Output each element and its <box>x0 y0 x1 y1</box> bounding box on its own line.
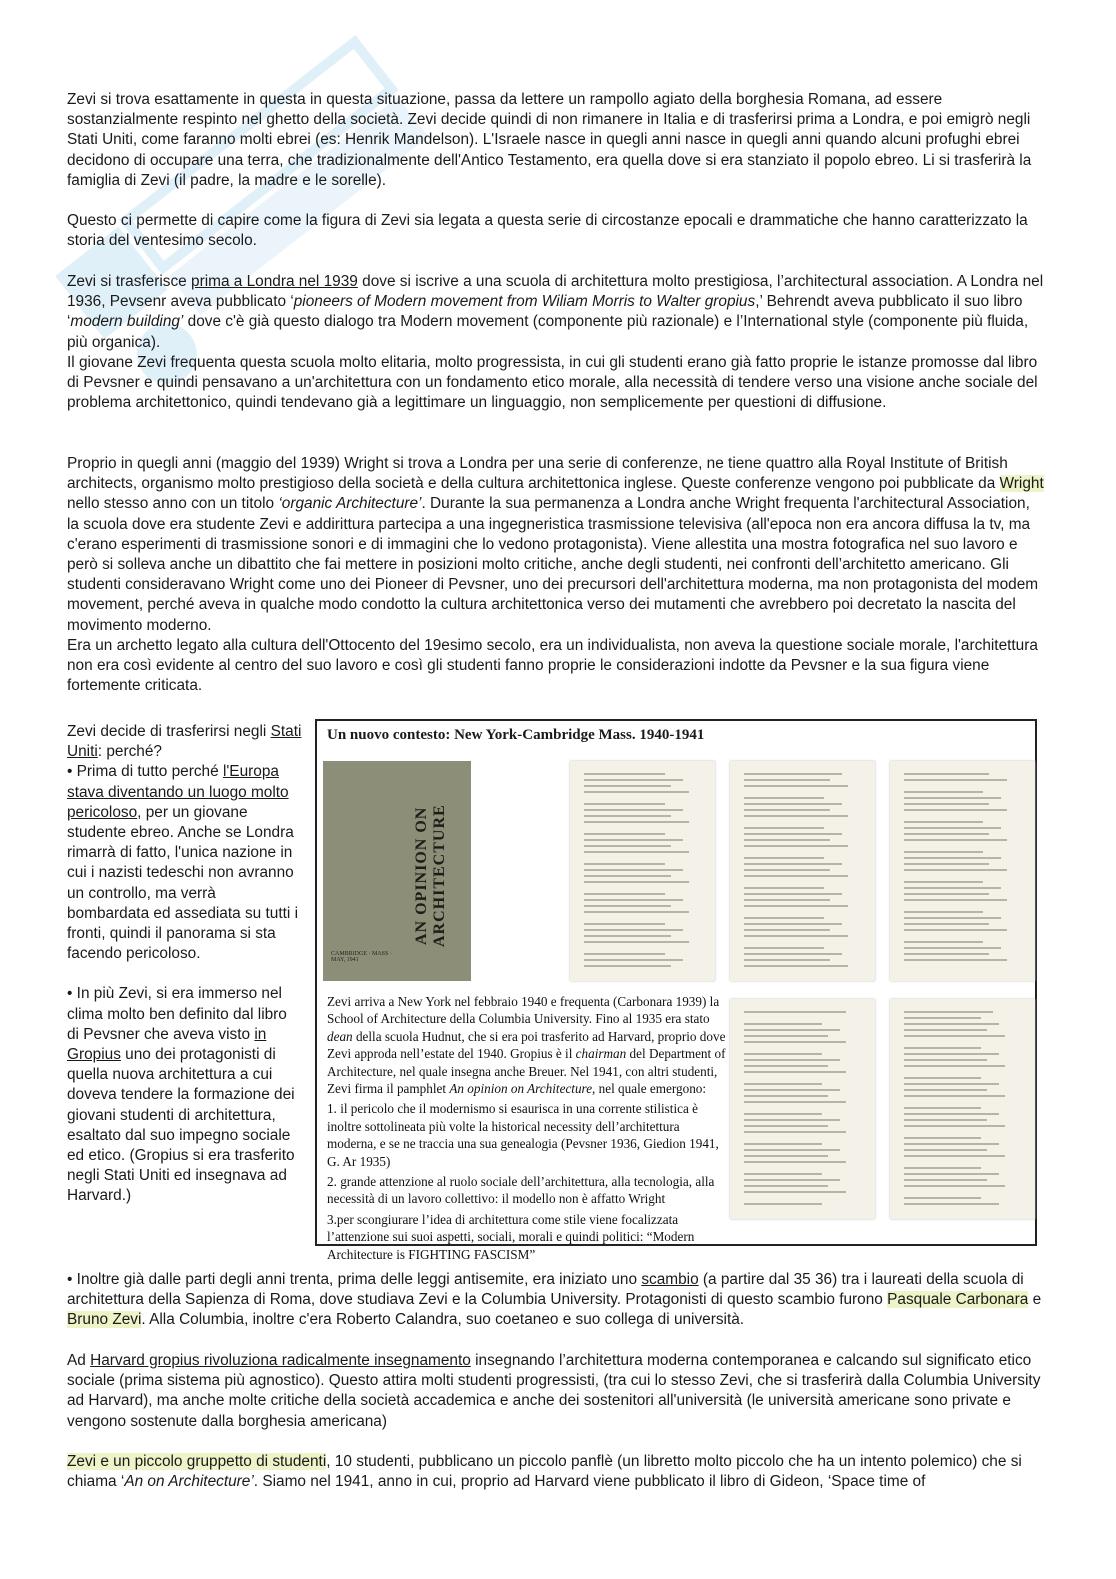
thumbnail-text-line <box>904 803 989 805</box>
thumbnail-text-line <box>584 923 665 925</box>
thumbnail-text-line <box>744 1029 840 1031</box>
book-cover-title: AN OPINION ON ARCHITECTURE <box>413 804 448 948</box>
text-fragment: insegnando l’architettura moderna contemporanea e calcando sul significato etico sociale (prima sistema più agnostico). Questo attira molti studenti progressisti, (tra cui lo stesso Zevi, che si trasferirà dalla Columbia University ad Harvard), ma anche molte critiche della società accademica e anche dei sostenitori all'università (le università americane sono private e vengono sostenute dalla borghesia americana) <box>67 1352 1041 1430</box>
thumbnail-text-line <box>904 1095 1005 1097</box>
left-column-reasons <box>67 722 302 1207</box>
thumbnail-text-line <box>744 1041 846 1043</box>
thumbnail-text-line <box>904 779 1007 781</box>
thumbnail-text-line <box>904 959 1007 961</box>
text-fragment: Ad <box>67 1352 91 1369</box>
thumbnail-text-line <box>584 941 689 943</box>
thumbnail-text-line <box>744 1179 840 1181</box>
thumbnail-text-line <box>904 929 1007 931</box>
thumbnail-text-line <box>904 911 983 913</box>
thumbnail-text-line <box>584 899 683 901</box>
thumbnail-text-line <box>744 779 830 781</box>
thumbnail-text-line <box>584 851 689 853</box>
slide-text-point-2: 2. grande attenzione al ruolo sociale dell’architettura, alla tecnologia, alla necessità di un lavoro collettivo: il modello non è affatto Wright <box>327 1174 715 1207</box>
text-fragment: , 10 studenti, pubblicano un piccolo panflè (un libretto molto piccolo che ha un intento polemico) che si chiama ‘ <box>67 1453 1022 1491</box>
thumbnail-text-line <box>744 965 848 967</box>
thumbnail-text-line <box>744 1035 828 1037</box>
thumbnail-text-line <box>904 1047 981 1049</box>
thumbnail-text-line <box>744 1071 846 1073</box>
thumbnail-text-line <box>744 869 830 871</box>
text-fragment: della scuola Hudnut, che si era poi trasferito ad Harvard, proprio dove Zevi approda nell’estate del 1940. Gropius è il <box>327 1028 726 1062</box>
thumbnail-text-line <box>904 1125 1005 1127</box>
thumbnail-text-line <box>744 803 842 805</box>
thumbnail-text-line <box>904 1029 987 1031</box>
thumbnail-text-line <box>904 863 989 865</box>
thumbnail-text-line <box>744 1143 822 1145</box>
text-fragment: . Siamo nel 1941, anno in cui, proprio ad Harvard viene pubblicato il libro di Gideon, ‘Space time of <box>253 1473 926 1491</box>
thumbnail-text-line <box>904 1089 987 1091</box>
thumbnail-text-line <box>584 791 689 793</box>
page-thumbnail <box>730 999 875 1219</box>
thumbnail-text-line <box>904 1203 999 1205</box>
book-title-organic-architecture: ‘organic Architecture’ <box>278 495 422 513</box>
thumbnail-text-line <box>584 809 683 811</box>
thumbnail-text-line <box>904 791 983 793</box>
thumbnail-text-line <box>904 923 989 925</box>
thumbnail-text-line <box>904 1137 981 1139</box>
thumbnail-text-line <box>744 1185 828 1187</box>
link-scambio[interactable]: scambio <box>641 1271 699 1288</box>
thumbnail-text-line <box>904 773 989 775</box>
thumbnail-text-line <box>744 1059 840 1061</box>
thumbnail-text-line <box>744 929 830 931</box>
thumbnail-text-line <box>584 965 671 967</box>
thumbnail-text-line <box>744 1095 828 1097</box>
text-fragment: dove c'è già questo dialogo tra Modern movement (componente più razionale) e l’International style (componente più fluida, più organica). <box>67 313 1029 351</box>
thumbnail-text-line <box>904 887 1001 889</box>
thumbnail-text-line <box>744 827 824 829</box>
thumbnail-text-line <box>744 1119 840 1121</box>
thumbnail-text-line <box>744 1161 846 1163</box>
thumbnail-text-line <box>744 1011 846 1013</box>
thumbnail-text-line <box>904 1011 993 1013</box>
thumbnail-text-line <box>904 1155 1005 1157</box>
thumbnail-text-line <box>744 1191 846 1193</box>
thumbnail-text-line <box>904 1149 987 1151</box>
book-cover-image <box>323 761 471 981</box>
thumbnail-text-line <box>904 839 1007 841</box>
thumbnail-text-line <box>584 893 665 895</box>
thumbnail-text-line <box>904 899 1007 901</box>
thumbnail-text-line <box>584 821 689 823</box>
slide-text-point-3: 3.per scongiurare l’idea di architettura come stile viene focalizzata l’attenzione sui suoi aspetti, sociali, morali e quindi politici: “Modern Architecture is FIGHTING FASCISM” <box>327 1211 695 1262</box>
thumbnail-text-line <box>744 917 824 919</box>
thumbnail-text-line <box>904 1083 999 1085</box>
thumbnail-text-line <box>904 1197 981 1199</box>
thumbnail-text-line <box>904 1017 981 1019</box>
paragraph-harvard <box>67 1351 1045 1432</box>
thumbnail-text-line <box>744 1113 822 1115</box>
text-fragment: , per un giovane studente ebreo. Anche se Londra rimarrà di fatto, l'unica nazione in cui i nazisti tedeschi non avranno un controllo, ma verrà bombardata ed assediata su tutti i fronti, quindi il panorama si sta facendo pericoloso. <box>67 803 299 963</box>
highlight-wright: Wright <box>999 475 1044 493</box>
thumbnail-text-line <box>744 1089 840 1091</box>
paragraph-scambio <box>67 1270 1045 1331</box>
thumbnail-text-line <box>584 863 665 865</box>
thumbnail-text-line <box>744 953 842 955</box>
link-europa-pericolosa[interactable]: l'Europa stava diventando un luogo molto pericoloso <box>67 763 289 821</box>
thumbnail-text-line <box>744 893 842 895</box>
slide-title: Un nuovo contesto: New York-Cambridge Mass. 1940-1941 <box>327 727 705 743</box>
text-fragment: Zevi si trasferisce <box>67 273 192 290</box>
thumbnail-text-line <box>584 785 671 787</box>
thumbnail-text-line <box>904 881 983 883</box>
left-col-reason-1 <box>67 762 302 964</box>
text-fragment: chairman <box>575 1046 627 1062</box>
thumbnail-text-line <box>584 815 671 817</box>
book-title-pevsner: pioneers of Modern movement from Wiliam Morris to Walter gropius <box>293 293 756 311</box>
thumbnail-text-line <box>904 809 1007 811</box>
thumbnail-text-line <box>744 1101 846 1103</box>
left-col-reason-2 <box>67 984 302 1206</box>
thumbnail-text-line <box>584 839 683 841</box>
thumbnail-text-line <box>744 1173 822 1175</box>
thumbnail-text-line <box>904 1143 999 1145</box>
text-fragment: , nel quale emergono: <box>592 1081 707 1097</box>
text-fragment: • Prima di tutto perché <box>67 763 223 781</box>
text-fragment: e <box>1028 1291 1042 1309</box>
page-thumbnail <box>570 761 715 981</box>
page-thumbnail <box>890 999 1035 1219</box>
thumbnail-text-line <box>904 1065 1005 1067</box>
text-fragment: Proprio in quegli anni (maggio del 1939) Wright si trova a Londra per una serie di conferenze, ne tiene quattro alla Royal Institute of British architects, organismo molto prestigioso della società e della cultura architettonica inglese. Queste conferenze vengono poi pubblicate da <box>67 455 1008 493</box>
book-title-pamphlet: An on Architecture’ <box>124 1473 254 1491</box>
thumbnail-text-line <box>744 875 848 877</box>
thumbnail-text-line <box>904 947 1001 949</box>
text-fragment: ,’ Behrendt aveva pubblicato il suo libro ‘ <box>67 293 1023 331</box>
thumbnail-text-line <box>744 833 842 835</box>
page-thumbnail <box>730 761 875 981</box>
thumbnail-text-line <box>904 821 983 823</box>
text-fragment: An opinion on Architecture <box>449 1081 593 1097</box>
thumbnail-text-line <box>904 869 1007 871</box>
thumbnail-text-line <box>584 953 665 955</box>
thumbnail-text-line <box>584 833 665 835</box>
thumbnail-text-line <box>904 953 989 955</box>
thumbnail-text-line <box>744 899 830 901</box>
thumbnail-text-line <box>904 797 1001 799</box>
thumbnail-text-line <box>744 887 824 889</box>
text-fragment: del Department of Architecture, nel quale insegna anche Breuer. Nel 1941, con altri studenti, Zevi firma il pamphlet <box>327 1046 726 1097</box>
thumbnail-text-line <box>744 1155 828 1157</box>
text-fragment: • In più Zevi, si era immerso nel clima molto ben definito dal libro di Pevsner che aveva visto <box>67 985 287 1043</box>
book-cover-footer: CAMBRIDGE · MASS · MAY, 1941 <box>331 951 392 963</box>
thumbnail-text-line <box>584 959 683 961</box>
thumbnail-text-line <box>904 1035 1005 1037</box>
thumbnail-text-line <box>584 803 665 805</box>
thumbnail-text-line <box>744 959 830 961</box>
text-fragment: Zevi arriva a New York nel febbraio 1940 e frequenta (Carbonara 1939) la School of Architecture della Columbia University. Fino al 1935 era stato <box>327 994 720 1027</box>
thumbnail-text-line <box>744 1203 822 1205</box>
thumbnail-text-line <box>744 1125 828 1127</box>
thumbnail-text-line <box>904 1185 1005 1187</box>
link-stati-uniti[interactable]: Stati Uniti <box>67 723 302 761</box>
paragraph-zevi-situation: Zevi si trova esattamente in questa in questa situazione, passa da lettere un rampollo agiato della borghesia Romana, ad essere sostanzialmente respinto nel ghetto della società. Zevi decide quindi di non rimanere in Italia e di trasferirsi prima a Londra, e poi emigrò negli Stati Uniti, come faranno molti ebrei (es: Henrik Mandelson). L'Israele nasce in quegli anni nasce in quegli anni quando alcuni profughi ebrei decidono di occupare una terra, che tradizionalmente dell'Antico Testamento, era quella dove si era stanziato il popolo ebreo. Li si trasferirà la famiglia di Zevi (il padre, la madre e le sorelle). <box>67 91 1032 189</box>
thumbnail-text-line <box>744 839 830 841</box>
thumbnail-text-line <box>744 905 848 907</box>
thumbnail-text-line <box>744 1149 840 1151</box>
highlight-carbonara: Pasquale Carbonara <box>887 1291 1029 1309</box>
highlight-bruno-zevi: Bruno Zevi <box>67 1311 142 1329</box>
thumbnail-text-line <box>904 1179 987 1181</box>
text-fragment: . Alla Columbia, inoltre c'era Roberto Calandra, suo coetaneo e suo collega di università. <box>141 1311 745 1329</box>
thumbnail-text-line <box>584 875 671 877</box>
thumbnail-text-line <box>904 893 989 895</box>
thumbnail-text-line <box>584 869 683 871</box>
thumbnail-text-line <box>584 911 689 913</box>
link-harvard-gropius[interactable]: Harvard gropius rivoluziona radicalmente insegnamento <box>90 1352 471 1369</box>
slide-text <box>327 993 729 1266</box>
thumbnail-text-line <box>904 1113 999 1115</box>
thumbnail-text-line <box>584 935 671 937</box>
thumbnail-text-line <box>744 935 848 937</box>
thumbnail-text-line <box>904 833 989 835</box>
thumbnail-text-line <box>744 845 848 847</box>
slide-figure <box>315 719 1037 1262</box>
text-fragment: (a partire dal 35 36) tra i laureati della scuola di architettura della Sapienza di Roma, dove studiava Zevi e la Columbia University. Protagonisti di questo scambio furono <box>67 1271 1024 1309</box>
link-in-gropius[interactable]: in Gropius <box>67 1025 267 1064</box>
thumbnail-text-line <box>584 881 689 883</box>
text-fragment: uno dei protagonisti di quella nuova architettura a cui doveva tendere la formazione dei giovani studenti di architettura, esaltato dal suo impegno sociale ed etico. (Gropius si era trasferito negli Stati Uniti ed insegnava ad Harvard.) <box>67 1046 295 1205</box>
thumbnail-text-line <box>904 1077 981 1079</box>
thumbnail-text-line <box>744 797 824 799</box>
link-london-1939[interactable]: prima a Londra nel 1939 <box>191 273 358 290</box>
thumbnail-text-line <box>744 1083 822 1085</box>
thumbnail-text-line <box>904 917 1001 919</box>
text-fragment: dove si iscrive a una scuola di architettura molto prestigiosa, l’architectural association. A Londra nel 1936, Pevsenr aveva pubblicato ‘ <box>67 273 1044 311</box>
thumbnail-text-line <box>744 1053 822 1055</box>
thumbnail-text-line <box>904 1023 999 1025</box>
thumbnail-text-line <box>904 941 983 943</box>
text-fragment: nello stesso anno con un titolo <box>67 495 279 513</box>
paragraph-young-zevi: Il giovane Zevi frequenta questa scuola molto elitaria, molto progressista, in cui gli studenti erano già fatto proprie le istanze promosse dal libro di Pevsner e quindi pensavano a un'architettura con un fondamento etico morale, alla necessità di tendere verso una visione anche sociale del problema architettonico, quindi tendevano già a legittimare un linguaggio, non semplicemente per questioni di diffusione. <box>67 354 1038 412</box>
paragraph-pamphlet <box>67 1452 1045 1492</box>
thumbnail-text-line <box>744 815 848 817</box>
book-title-behrendt: modern building’ <box>70 313 184 331</box>
paragraph-zevi-figure: Questo ci permette di capire come la figura di Zevi sia legata a questa serie di circostanze epocali e drammatiche che hanno caratterizzato la storia del ventesimo secolo. <box>67 212 1028 250</box>
thumbnail-text-line <box>904 857 1001 859</box>
thumbnail-text-line <box>904 851 983 853</box>
page-thumbnail <box>890 761 1035 981</box>
thumbnail-text-line <box>904 1119 987 1121</box>
thumbnail-text-line <box>744 857 824 859</box>
thumbnail-text-line <box>904 827 1001 829</box>
thumbnail-text-line <box>744 863 842 865</box>
thumbnail-text-line <box>744 923 842 925</box>
thumbnail-text-line <box>744 785 848 787</box>
highlight-zevi-group: Zevi e un piccolo gruppetto di studenti <box>67 1453 327 1470</box>
thumbnail-text-line <box>584 779 683 781</box>
thumbnail-text-line <box>744 809 830 811</box>
slide-text-intro <box>327 993 729 1097</box>
slide-text-point-1: 1. il pericolo che il modernismo si esaurisca in una corrente stilistica è inoltre sottolineata più volte la historical necessity dell’architettura moderna, e se ne traccia una sua genealogia (Pevsner 1936, Giedion 1941, G. Ar 1935) <box>327 1101 719 1169</box>
text-fragment: • Inoltre già dalle parti degli anni trenta, prima delle leggi antisemite, era iniziato uno <box>67 1271 642 1288</box>
thumbnail-text-line <box>904 1107 981 1109</box>
thumbnail-text-line <box>744 773 842 775</box>
paragraph-london <box>67 272 1045 353</box>
paragraph-wright-criticized: Era un archetto legato alla cultura dell'Ottocento del 19esimo secolo, era un individualista, non aveva la questione sociale morale, l'architettura non era così evidente al centro del suo lavoro e così gli studenti fanno proprie le considerazioni indotte da Pevsner e la sua figura viene fortemente criticata. <box>67 637 1038 695</box>
thumbnail-text-line <box>904 1059 987 1061</box>
thumbnail-text-line <box>904 1173 999 1175</box>
text-fragment: : perché? <box>97 743 162 761</box>
thumbnail-text-line <box>584 773 665 775</box>
thumbnail-text-line <box>744 1131 846 1133</box>
thumbnail-text-line <box>744 1065 828 1067</box>
text-fragment: dean <box>327 1028 353 1044</box>
text-fragment: Zevi decide di trasferirsi negli <box>67 723 271 740</box>
thumbnail-text-line <box>744 947 824 949</box>
left-col-question <box>67 722 302 762</box>
thumbnail-text-line <box>584 929 683 931</box>
thumbnail-text-line <box>744 1023 822 1025</box>
thumbnail-text-line <box>904 1053 999 1055</box>
thumbnail-text-line <box>584 845 671 847</box>
thumbnail-text-line <box>584 905 671 907</box>
text-fragment: . Durante la sua permanenza a Londra anche Wright frequenta l'architectural Association, la scuola dove era studente Zevi e addirittura partecipa a una ingegneristica trasmissione televisiva (all'epoca non era ancora diffusa la tv, ma c'erano esperimenti di trasmissione sonori e di immagini che lo vedono protagonista). Viene allestita una mostra fotografica nel suo lavoro e però si solleva anche un dibattito che fai mettere in posizioni molto critiche, anche degli studenti, nei confronti dell’architetto americano. Gli studenti consideravano Wright come uno dei Pioneer di Pevsner, uno dei precursori dell'architettura moderna, ma non protagonista del modem movement, perché aveva in qualche modo condotto la cultura architettonica verso dei mutamenti che avrebbero poi decretato la nascita del movimento moderno. <box>67 495 1039 634</box>
paragraph-wright-london <box>67 454 1045 636</box>
thumbnail-text-line <box>904 1167 981 1169</box>
